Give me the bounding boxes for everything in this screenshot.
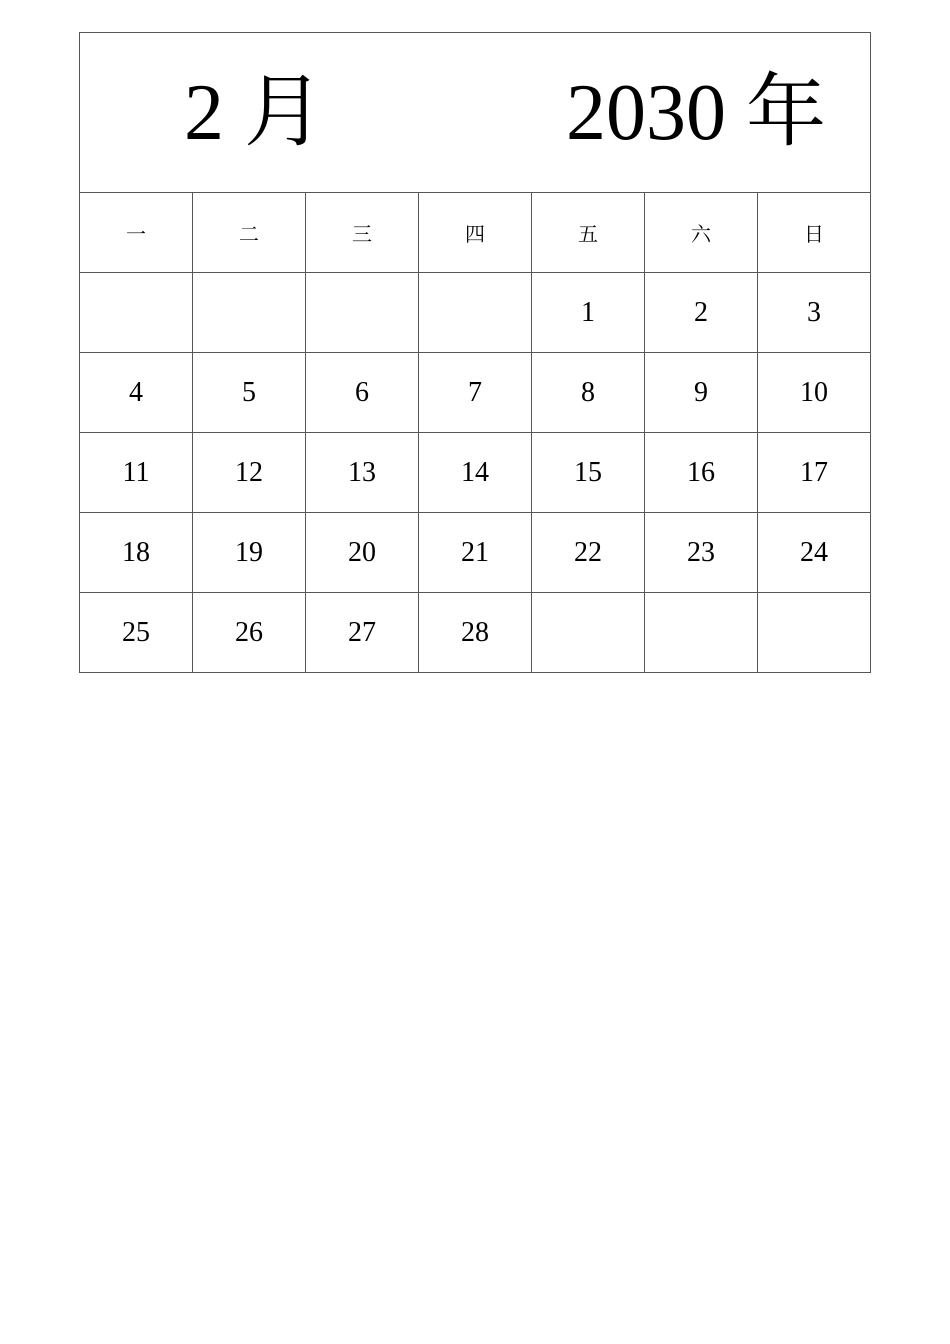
day-cell: 25 [80,593,193,673]
day-cell: 1 [532,273,645,353]
day-cell [80,273,193,353]
day-cell: 16 [645,433,758,513]
calendar-header [80,33,871,193]
week-row-4 [80,513,871,593]
day-cell: 8 [532,353,645,433]
day-cell: 11 [80,433,193,513]
day-cell: 9 [645,353,758,433]
calendar-header-row [80,33,871,193]
weekday-friday: 五 [532,193,645,273]
day-cell: 20 [306,513,419,593]
weekday-sunday: 日 [758,193,871,273]
day-cell [193,273,306,353]
day-cell: 23 [645,513,758,593]
day-cell [419,273,532,353]
day-cell [532,593,645,673]
day-cell: 7 [419,353,532,433]
week-row-5 [80,593,871,673]
day-cell [306,273,419,353]
day-cell [645,593,758,673]
day-cell: 21 [419,513,532,593]
week-row-2 [80,353,871,433]
day-cell: 24 [758,513,871,593]
day-cell: 28 [419,593,532,673]
weekday-thursday: 四 [419,193,532,273]
day-cell: 27 [306,593,419,673]
weekday-wednesday: 三 [306,193,419,273]
day-cell: 2 [645,273,758,353]
day-cell: 26 [193,593,306,673]
day-cell [758,593,871,673]
day-cell: 14 [419,433,532,513]
day-cell: 6 [306,353,419,433]
month-title: 2 月 [184,68,324,157]
year-title: 2030 年 [566,68,826,157]
day-cell: 19 [193,513,306,593]
day-cell: 5 [193,353,306,433]
day-cell: 4 [80,353,193,433]
day-cell: 18 [80,513,193,593]
day-cell: 12 [193,433,306,513]
weekday-monday: 一 [80,193,193,273]
weekday-saturday: 六 [645,193,758,273]
weekday-tuesday: 二 [193,193,306,273]
day-cell: 22 [532,513,645,593]
day-cell: 10 [758,353,871,433]
weekday-row [80,193,871,273]
week-row-3 [80,433,871,513]
day-cell: 3 [758,273,871,353]
calendar-table [79,32,871,673]
day-cell: 15 [532,433,645,513]
week-row-1 [80,273,871,353]
day-cell: 17 [758,433,871,513]
day-cell: 13 [306,433,419,513]
